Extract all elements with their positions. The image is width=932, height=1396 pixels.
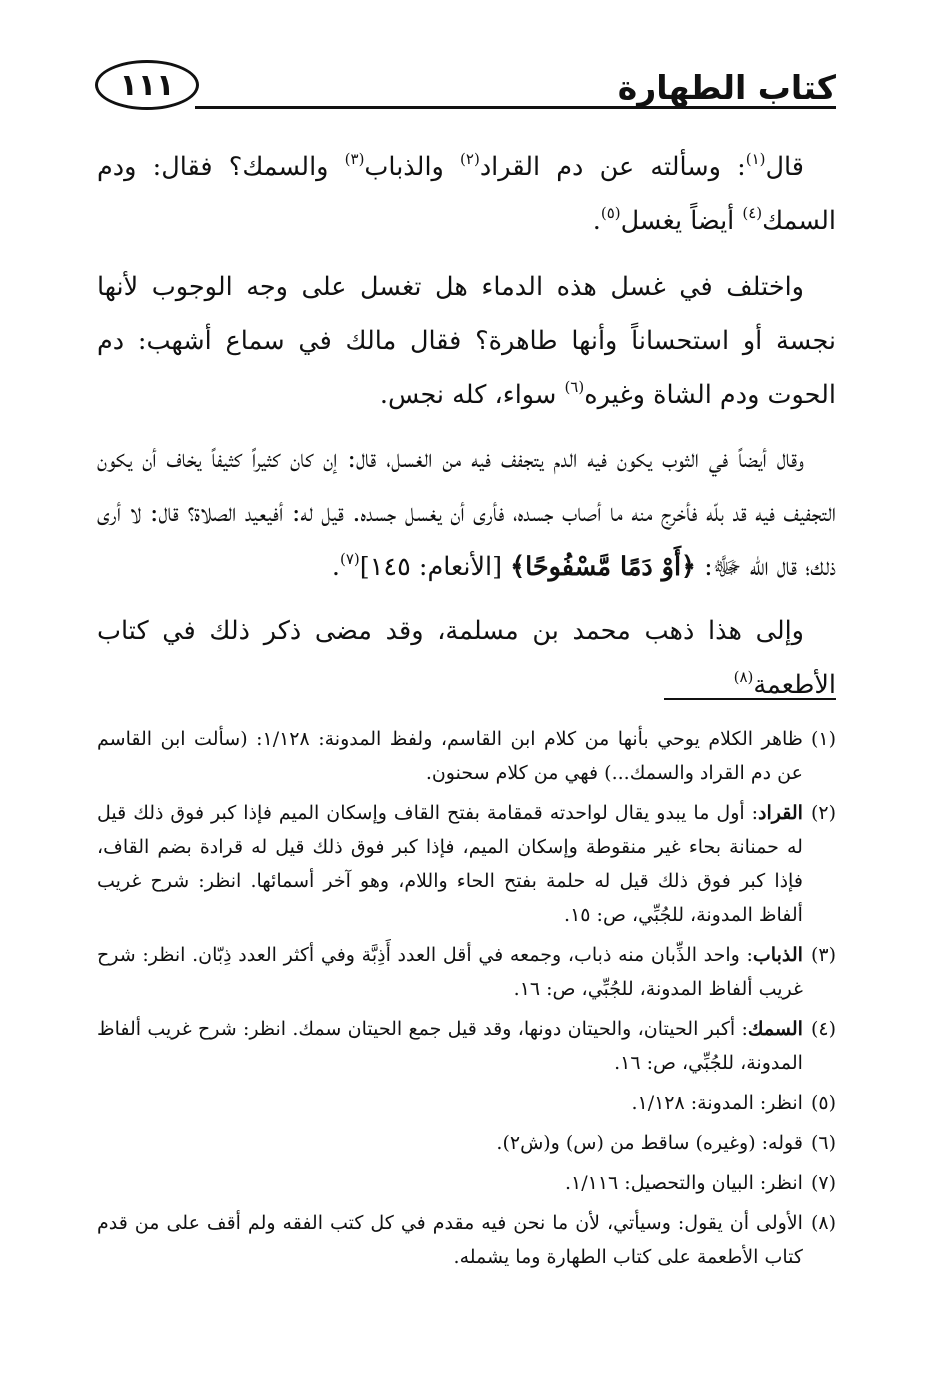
text-run: سواء، كله نجس. — [379, 380, 565, 410]
footnote-text — [97, 1012, 803, 1080]
footnote-text — [97, 1086, 803, 1120]
quran-quote: ﴿أَوْ دَمًا مَّسْفُوحًا﴾ — [510, 552, 696, 582]
paragraph — [97, 140, 836, 248]
footnote — [97, 938, 836, 1006]
header-rule — [195, 106, 836, 109]
footnotes — [97, 722, 836, 1280]
footnote-ref: (٨) — [733, 668, 754, 686]
footnote-number: (٣) — [810, 944, 836, 966]
text-run: : وسألته عن دم القراد — [479, 152, 746, 182]
footnote — [97, 796, 836, 932]
footnote-term: السمك — [747, 1018, 803, 1040]
footnote — [97, 722, 836, 790]
text-run: . — [331, 552, 340, 582]
text-run: واختلف في غسل هذه الدماء هل تغسل على وجه الوجوب لأنها نجسة أو استحساناً وأنها طاهرة؟ فقال مالك في سماع أشهب: دم الحوت ودم الشاة وغيره — [97, 272, 836, 410]
footnote-ref: (٣) — [344, 150, 365, 168]
footnote — [97, 1166, 836, 1200]
footnote-text — [97, 1166, 803, 1200]
footnote-number: (١) — [810, 728, 836, 750]
footnote-ref: (٢) — [460, 150, 480, 168]
page-header — [95, 58, 836, 116]
footnote-text — [97, 722, 803, 790]
footnote-number: (٨) — [810, 1212, 836, 1234]
footnote — [97, 1126, 836, 1160]
footnote-ref: (٧) — [339, 550, 360, 568]
text-run: وإلى هذا ذهب محمد بن مسلمة، وقد مضى ذكر ذلك في كتاب الأطعمة — [97, 616, 836, 700]
paragraph — [97, 432, 836, 594]
footnote-body: انظر: البيان والتحصيل: ١/١١٦. — [564, 1172, 803, 1194]
page-number-badge — [95, 60, 199, 110]
running-title: كتاب الطهارة — [617, 68, 836, 107]
footnote-ref: (٥) — [600, 204, 621, 222]
citation: [الأنعام: ١٤٥] — [359, 552, 511, 582]
footnote-term: القراد — [758, 802, 803, 824]
footnote-body: : أكبر الحيتان، والحيتان دونها، وقد قيل جمع الحيتان سمك. انظر: شرح غريب ألفاظ المدونة، للجُبِّي، ص: ١٦. — [97, 1018, 803, 1074]
footnote-body: انظر: المدونة: ١/١٢٨. — [631, 1092, 803, 1114]
footnote-body: قوله: (وغيره) ساقط من (س) و(ش٢). — [496, 1132, 803, 1154]
text-run: قال — [765, 152, 804, 182]
footnote-number: (٤) — [810, 1018, 836, 1040]
footnote-body: ظاهر الكلام يوحي بأنها من كلام ابن القاسم، ولفظ المدونة: ١/١٢٨: (سألت ابن القاسم عن دم القراد والسمك...) فهي من كلام سحنون. — [97, 728, 803, 784]
text-run: وقال أيضاً في الثوب يكون فيه الدم يتجفف فيه من الغسل، قال: إن كان كثيراً كثيفاً يخاف أن يكون التجفيف فيه قد بلّه فأخرج منه ما أصاب جسده، فأرى أن يغسل جسده. قيل له: أفيعيد الصلاة؟ قال: لا أرى ذلك؛ قال الله ﷻ: — [97, 444, 836, 582]
text-run: . — [592, 206, 601, 236]
footnote — [97, 1012, 836, 1080]
footnote — [97, 1206, 836, 1274]
footnote-number: (٧) — [810, 1172, 836, 1194]
footnote-number: (٦) — [810, 1132, 836, 1154]
footnote-number: (٢) — [810, 802, 836, 824]
footnote-divider — [664, 698, 836, 700]
footnote-body: : أول ما يبدو يقال لواحدته قمقامة بفتح القاف وإسكان الميم فإذا كبر فوق ذلك قيل له حمنانة بحاء غير منقوطة وإسكان الميم، فإذا كبر فوق ذلك قيل له قرادة بضم القاف، فإذا كبر فوق ذلك قيل له حلمة بفتح الحاء واللام، وهو آخر أسمائها. انظر: شرح غريب ألفاظ المدونة، للجُبِّي، ص: ١٥. — [97, 802, 803, 926]
footnote-text — [97, 796, 803, 932]
footnote-text — [97, 1206, 803, 1274]
main-text — [97, 140, 836, 722]
footnote-body: : واحد الذِّبان منه ذباب، وجمعه في أقل العدد أَذِبَّة وفي أكثر العدد ذِبّان. انظر: شرح غريب ألفاظ المدونة، للجُبِّي، ص: ١٦. — [97, 944, 803, 1000]
footnote-text — [97, 938, 803, 1006]
footnote-term: الذباب — [752, 944, 803, 966]
footnote-number: (٥) — [810, 1092, 836, 1114]
page-number: ١١١ — [119, 67, 175, 103]
paragraph — [97, 604, 836, 712]
paragraph — [97, 260, 836, 422]
footnote-ref: (٤) — [742, 204, 763, 222]
text-run: والسمك؟ فقال: ودم السمك — [97, 152, 836, 236]
footnote-ref: (١) — [745, 150, 766, 168]
footnote-text — [97, 1126, 803, 1160]
footnote-body: الأولى أن يقول: وسيأتي، لأن ما نحن فيه مقدم في كل كتب الفقه ولم أقف على من قدم كتاب الأطعمة على كتاب الطهارة وما يشمله. — [97, 1212, 803, 1268]
footnote-ref: (٦) — [564, 378, 585, 396]
text-run: أيضاً يغسل — [620, 206, 743, 236]
footnote — [97, 1086, 836, 1120]
text-run: والذباب — [364, 152, 461, 182]
